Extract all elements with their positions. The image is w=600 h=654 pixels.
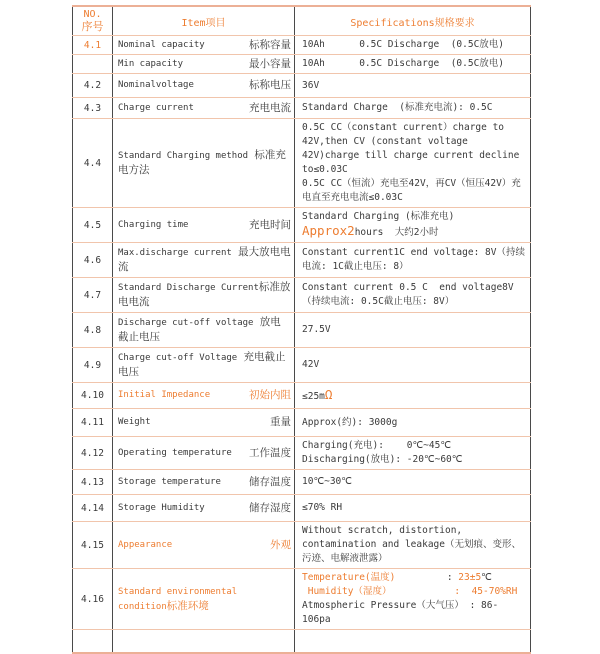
spec-line bbox=[302, 38, 526, 52]
item-label-en: Initial Impedance bbox=[118, 390, 211, 400]
spec-text: Temperature(温度) bbox=[302, 572, 396, 583]
item-label-zh: 工作温度 bbox=[249, 446, 291, 459]
item-label-en: Max.discharge current bbox=[118, 248, 232, 258]
table-row bbox=[73, 348, 531, 383]
item-label-en: Weight bbox=[118, 417, 151, 427]
col-header-no bbox=[73, 6, 113, 36]
item-label-en: Standard Charging method bbox=[118, 151, 249, 161]
spec-line bbox=[302, 79, 526, 93]
cell-spec bbox=[295, 243, 531, 278]
item-label-en: Charge cut-off Voltage bbox=[118, 353, 238, 363]
spec-text: Discharging(放电): -20℃~60℃ bbox=[302, 454, 463, 465]
cell-spec bbox=[295, 36, 531, 55]
cell-spec bbox=[295, 98, 531, 119]
spec-line bbox=[302, 453, 526, 467]
cell-item bbox=[113, 55, 295, 74]
spec-text: 36V bbox=[302, 79, 320, 91]
cell-spec bbox=[295, 522, 531, 569]
spec-line bbox=[302, 439, 526, 453]
spec-text: 10Ah 0.5C Discharge (0.5C放电) bbox=[302, 58, 505, 69]
cell-spec bbox=[295, 119, 531, 208]
cell-spec bbox=[295, 348, 531, 383]
spec-text: Atmospheric Pressure（大气压） : 86-106pa bbox=[302, 600, 499, 625]
item-label-en: Storage temperature bbox=[118, 476, 221, 487]
spec-line bbox=[302, 57, 526, 71]
table-row bbox=[73, 208, 531, 243]
cell-row-no: 4.14 bbox=[73, 495, 113, 522]
item-label-zh: 充电时间 bbox=[249, 218, 291, 231]
spec-text: : 45-70%RH bbox=[454, 586, 518, 597]
spec-line bbox=[302, 281, 526, 309]
spec-line bbox=[302, 475, 526, 489]
item-label-en: Discharge cut-off voltage bbox=[118, 318, 254, 328]
item-label-zh: 标准放电电流 bbox=[118, 281, 291, 308]
table-row bbox=[73, 409, 531, 437]
spec-line bbox=[302, 101, 526, 115]
item-label-zh: 标称电压 bbox=[249, 79, 291, 91]
item-label-en: Appearance bbox=[118, 539, 173, 550]
spec-text: ≤70% RH bbox=[302, 502, 343, 513]
table-row bbox=[73, 383, 531, 409]
cell-row-no: 4.8 bbox=[73, 313, 113, 348]
cell-row-no: 4.4 bbox=[73, 119, 113, 208]
spec-text: ≤25m bbox=[302, 390, 325, 402]
table-body bbox=[73, 36, 531, 653]
item-label-en: Nominalvoltage bbox=[118, 80, 194, 90]
item-label-en: Charge current bbox=[118, 102, 194, 113]
item-label-zh: 最小容量 bbox=[249, 57, 291, 70]
spec-line bbox=[302, 121, 526, 177]
table-row bbox=[73, 243, 531, 278]
spec-text: Constant current1C end voltage: 8V（持续电流: 1C截止电压: 8） bbox=[302, 247, 525, 272]
cell-item bbox=[113, 348, 295, 383]
cell-spec bbox=[295, 630, 531, 653]
cell-spec bbox=[295, 313, 531, 348]
spec-text: Charging(充电): 0℃~45℃ bbox=[302, 440, 452, 451]
spec-line bbox=[302, 323, 526, 337]
spec-text bbox=[392, 586, 455, 597]
spec-line bbox=[302, 571, 526, 585]
table-row bbox=[73, 55, 531, 74]
cell-spec bbox=[295, 470, 531, 495]
cell-spec bbox=[295, 569, 531, 630]
spec-text: Humidity（湿度） bbox=[302, 586, 392, 597]
cell-spec bbox=[295, 278, 531, 313]
cell-item bbox=[113, 98, 295, 119]
cell-item bbox=[113, 569, 295, 630]
spec-text: Approx2 bbox=[302, 223, 355, 238]
spec-text: 23±5 bbox=[458, 572, 482, 583]
cell-row-no: 4.13 bbox=[73, 470, 113, 495]
spec-line bbox=[302, 388, 526, 404]
col-header-spec: Specifications规格要求 bbox=[295, 6, 531, 36]
item-label-zh: 充电截止电压 bbox=[118, 351, 286, 378]
cell-spec bbox=[295, 437, 531, 470]
cell-item bbox=[113, 495, 295, 522]
cell-spec bbox=[295, 495, 531, 522]
spec-line bbox=[302, 585, 526, 599]
cell-item bbox=[113, 437, 295, 470]
cell-item bbox=[113, 243, 295, 278]
item-label-zh: 充电电流 bbox=[249, 101, 291, 114]
spec-text: 27.5V bbox=[302, 324, 331, 335]
table-row bbox=[73, 74, 531, 98]
spec-text: 10℃~30℃ bbox=[302, 476, 352, 487]
cell-item bbox=[113, 74, 295, 98]
table-row bbox=[73, 119, 531, 208]
item-label-zh: 储存湿度 bbox=[249, 501, 291, 514]
item-label-zh: 标称容量 bbox=[249, 38, 291, 51]
cell-row-no: 4.15 bbox=[73, 522, 113, 569]
item-label-zh: 标准环境 bbox=[166, 599, 209, 612]
spec-text: 42V bbox=[302, 359, 320, 370]
item-label-zh: 初始内阻 bbox=[249, 389, 291, 401]
cell-row-no: 4.7 bbox=[73, 278, 113, 313]
item-label-en: Standard environmental condition bbox=[118, 586, 243, 612]
cell-row-no: 4.5 bbox=[73, 208, 113, 243]
table-row bbox=[73, 630, 531, 653]
cell-item bbox=[113, 630, 295, 653]
spec-line bbox=[302, 599, 526, 627]
header-no-zh: 序号 bbox=[81, 20, 104, 33]
item-label-en: Charging time bbox=[118, 219, 189, 230]
spec-text: Ω bbox=[324, 386, 333, 402]
spec-text: Constant current 0.5 C end voltage8V（持续电流: 0.5C截止电压: 8V） bbox=[302, 282, 514, 307]
spec-text: Approx(约): 3000g bbox=[302, 416, 398, 428]
cell-item bbox=[113, 522, 295, 569]
spec-text: hours 大约2小时 bbox=[354, 227, 439, 238]
cell-item bbox=[113, 208, 295, 243]
table-row bbox=[73, 278, 531, 313]
table-row bbox=[73, 313, 531, 348]
spec-line bbox=[302, 177, 526, 205]
header-no-en: NO. bbox=[83, 9, 102, 20]
spec-text: Without scratch, distortion, contamination and leakage（无划痕、变形、污迹、电解液泄露） bbox=[302, 525, 521, 564]
cell-row-no bbox=[73, 55, 113, 74]
spec-text: 0.5C CC（恒流）充电至42V，再CV（恒压42V）充电直至充电电流≤0.03C bbox=[302, 178, 521, 203]
spec-text: Standard Charge (标准充电流): 0.5C bbox=[302, 102, 493, 113]
spec-sheet bbox=[72, 5, 531, 654]
item-label-zh: 标准充电方法 bbox=[118, 149, 286, 176]
cell-item bbox=[113, 409, 295, 437]
spec-line bbox=[302, 246, 526, 274]
item-label-zh: 最大放电电流 bbox=[118, 246, 291, 273]
header-row bbox=[73, 6, 531, 36]
spec-line bbox=[302, 524, 526, 566]
table-row bbox=[73, 569, 531, 630]
table-row bbox=[73, 470, 531, 495]
cell-row-no: 4.6 bbox=[73, 243, 113, 278]
item-label-zh: 外观 bbox=[270, 538, 291, 551]
table-row bbox=[73, 437, 531, 470]
cell-item bbox=[113, 383, 295, 409]
cell-row-no: 4.1 bbox=[73, 36, 113, 55]
table-row bbox=[73, 98, 531, 119]
cell-spec bbox=[295, 208, 531, 243]
spec-line bbox=[302, 224, 526, 240]
item-label-en: Operating temperature bbox=[118, 447, 232, 458]
spec-text: 0.5C CC（constant current）charge to 42V,then CV (constant voltage 42V)charge till charge current decline to≤0.03C bbox=[302, 122, 526, 175]
cell-spec bbox=[295, 409, 531, 437]
item-label-en: Storage Humidity bbox=[118, 502, 205, 513]
spec-line bbox=[302, 416, 526, 430]
cell-item bbox=[113, 36, 295, 55]
cell-item bbox=[113, 278, 295, 313]
cell-row-no: 4.2 bbox=[73, 74, 113, 98]
cell-row-no: 4.9 bbox=[73, 348, 113, 383]
cell-item bbox=[113, 313, 295, 348]
spec-text: : bbox=[395, 572, 459, 583]
spec-line bbox=[302, 501, 526, 515]
item-label-en: Min capacity bbox=[118, 58, 184, 69]
cell-row-no: 4.3 bbox=[73, 98, 113, 119]
cell-item bbox=[113, 119, 295, 208]
cell-row-no: 4.16 bbox=[73, 569, 113, 630]
spec-text: 10Ah 0.5C Discharge (0.5C放电) bbox=[302, 39, 505, 50]
cell-row-no: 4.11 bbox=[73, 409, 113, 437]
table-row bbox=[73, 495, 531, 522]
cell-spec bbox=[295, 74, 531, 98]
cell-spec bbox=[295, 55, 531, 74]
cell-row-no bbox=[73, 630, 113, 653]
item-label-en: Standard Discharge Current bbox=[118, 283, 259, 293]
item-label-en: Nominal capacity bbox=[118, 39, 205, 50]
cell-row-no: 4.12 bbox=[73, 437, 113, 470]
spec-text: Standard Charging (标准充电) bbox=[302, 211, 455, 222]
spec-text: ℃ bbox=[481, 572, 492, 583]
spec-line bbox=[302, 210, 526, 224]
col-header-item: Item项目 bbox=[113, 6, 295, 36]
item-label-zh: 放电截止电压 bbox=[118, 316, 281, 343]
cell-spec bbox=[295, 383, 531, 409]
cell-row-no: 4.10 bbox=[73, 383, 113, 409]
spec-table bbox=[72, 5, 531, 654]
item-label-zh: 储存温度 bbox=[249, 475, 291, 488]
table-row bbox=[73, 36, 531, 55]
cell-item bbox=[113, 470, 295, 495]
table-row bbox=[73, 522, 531, 569]
spec-line bbox=[302, 358, 526, 372]
item-label-zh: 重量 bbox=[270, 416, 291, 428]
